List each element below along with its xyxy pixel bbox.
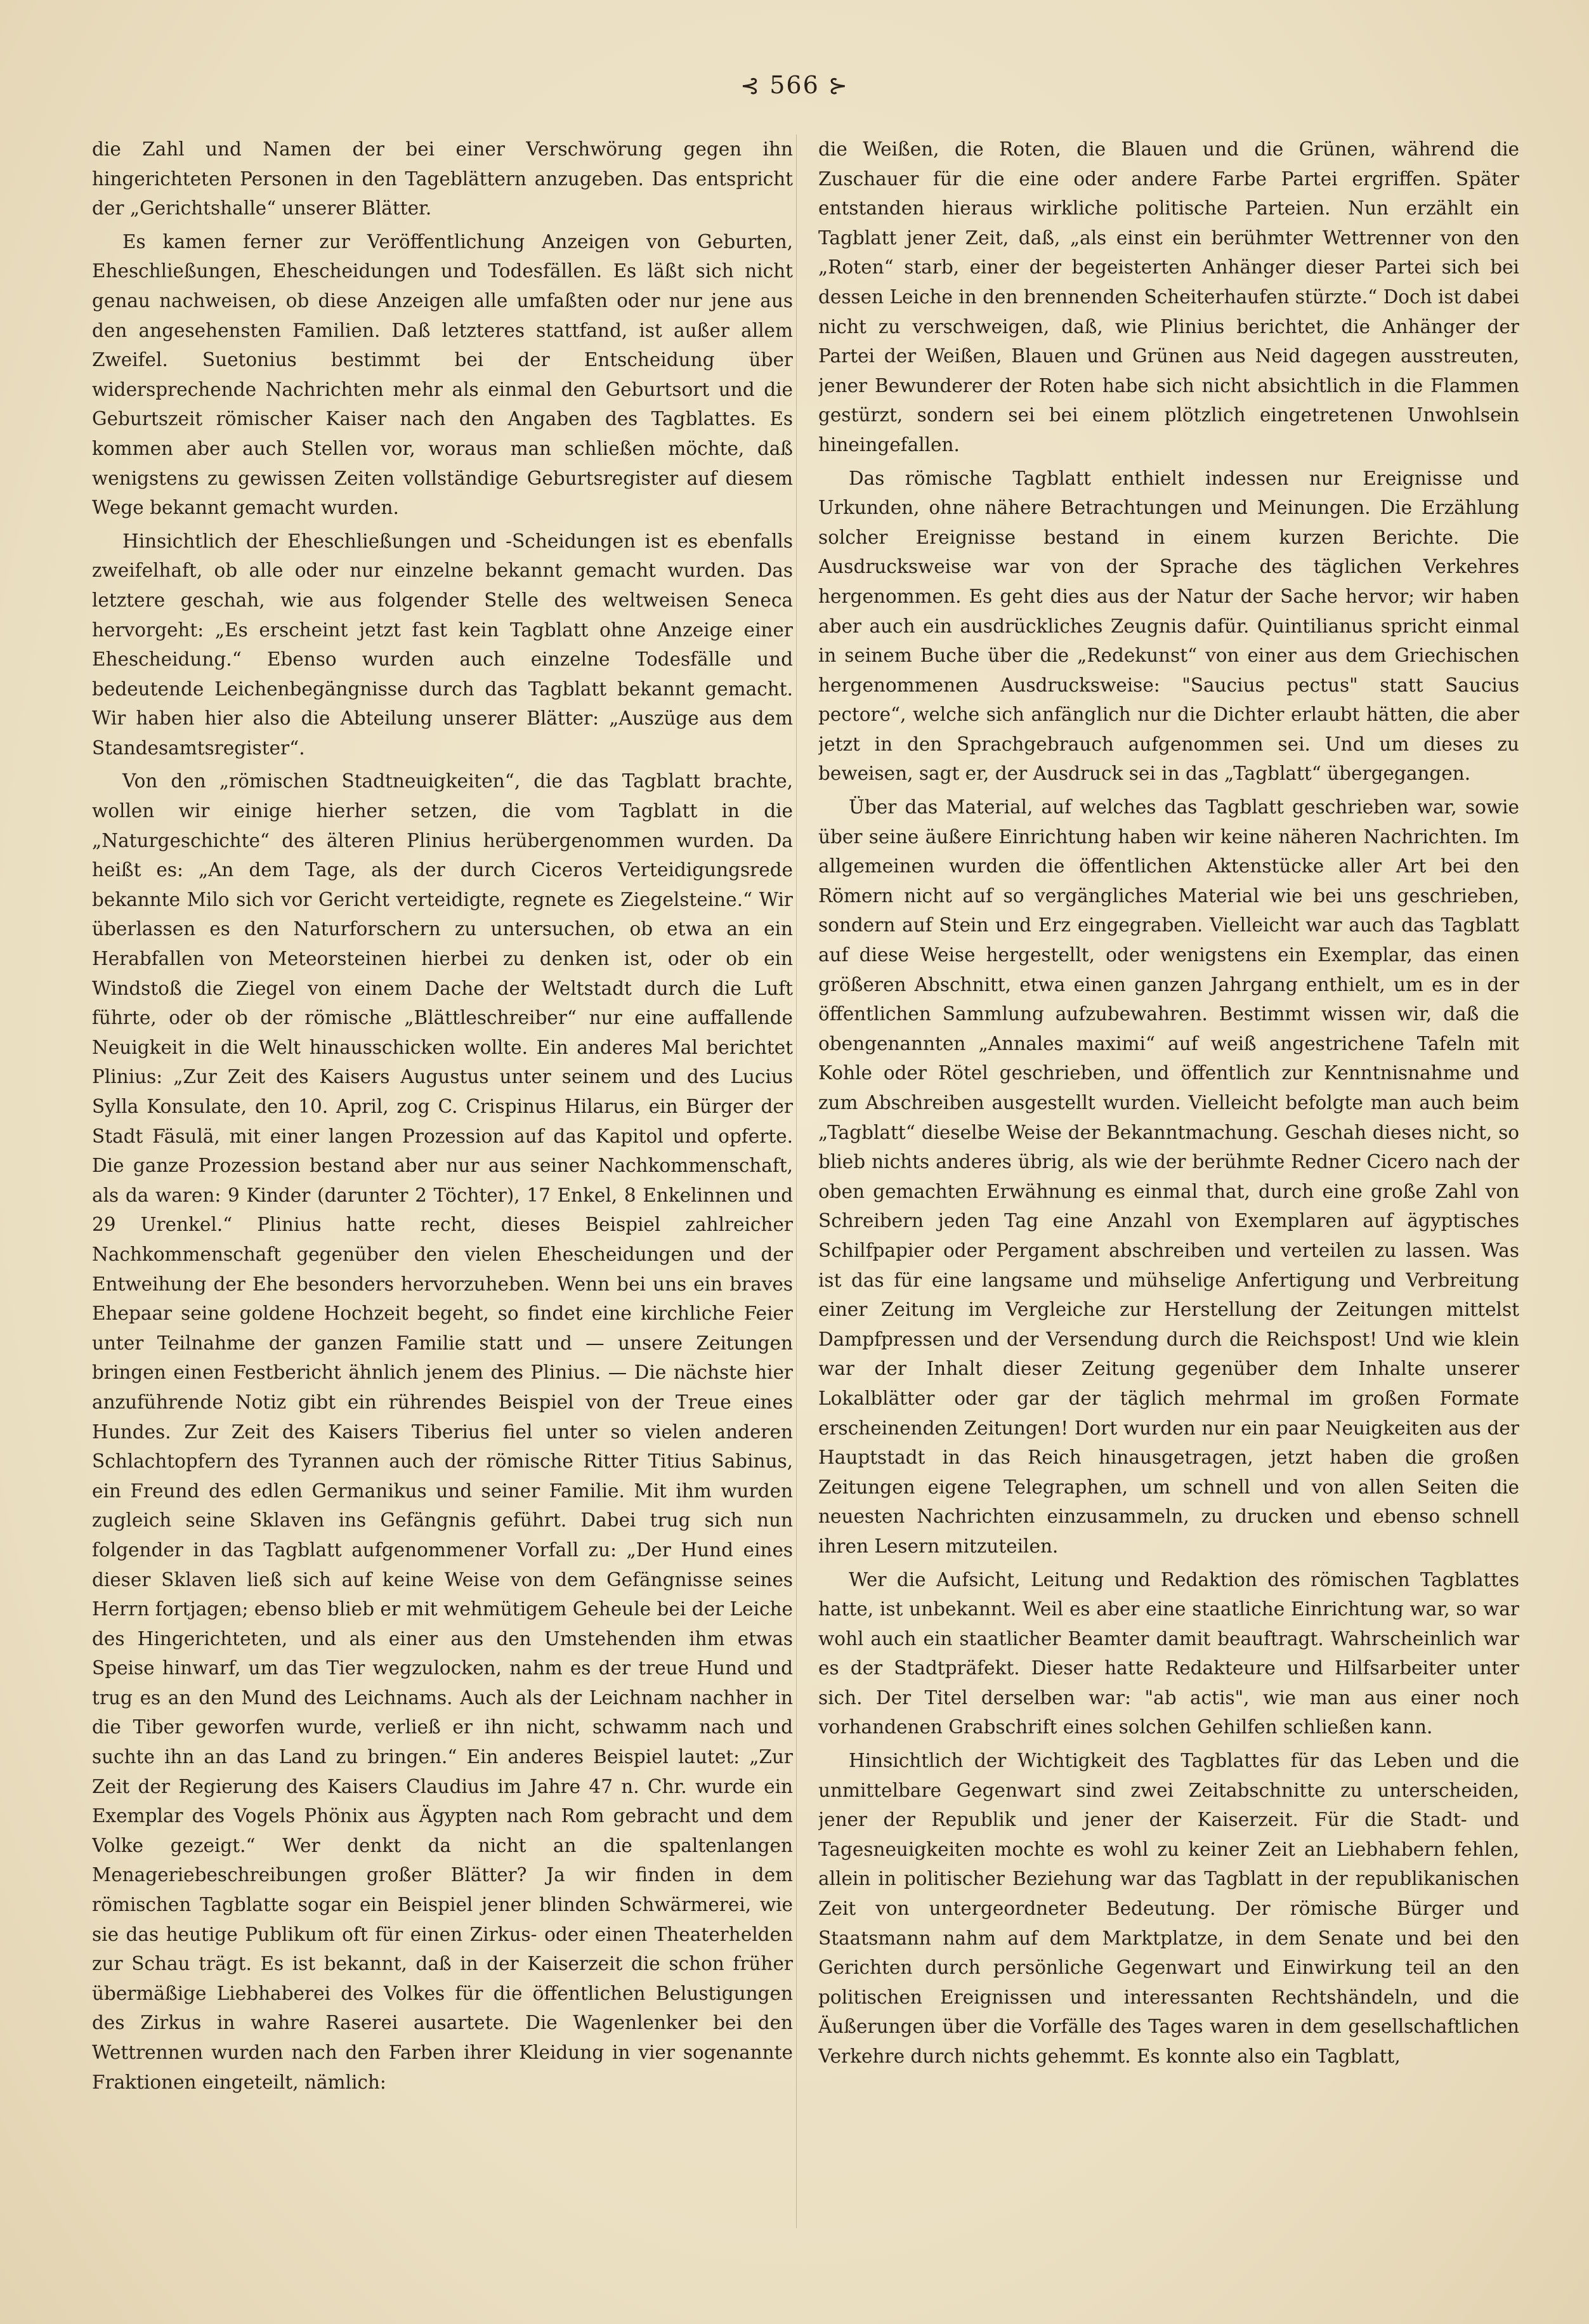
paragraph: Es kamen ferner zur Veröffentlichung Anzeigen von Geburten, Eheschließungen, Ehescheidungen und Todesfällen. Es läßt sich nicht genau nachweisen, ob diese Anzeigen alle umfaßten oder nur jene aus den angesehensten Familien. Daß letzteres stattfand, ist außer allem Zweifel. Suetonius bestimmt bei der Entscheidung über widersprechende Nachrichten mehr als einmal den Geburtsort und die Geburtszeit römischer Kaiser nach den Angaben des Tagblattes. Es kommen aber auch Stellen vor, woraus man schließen möchte, daß wenigstens zu gewissen Zeiten vollständige Geburtsregister auf diesem Wege bekannt gemacht wurden. (92, 230, 793, 519)
ornament-left-icon: ⊰ (740, 73, 761, 99)
paragraph: die Zahl und Namen der bei einer Verschwörung gegen ihn hingerichteten Personen in den Tageblättern anzugeben. Das entspricht der „Gerichtshalle“ unserer Blätter. (92, 138, 793, 220)
paragraph: Von den „römischen Stadtneuigkeiten“, die das Tagblatt brachte, wollen wir einige hierher setzen, die vom Tagblatt in die „Naturgeschichte“ des älteren Plinius herübergenommen wurden. Da heißt es: „An dem Tage, als der durch Ciceros Verteidigungsrede bekannte Milo sich vor Gericht verteidigte, regnete es Ziegelsteine.“ Wir überlassen es den Naturforschern zu untersuchen, ob etwa an ein Herabfallen von Meteorsteinen hierbei zu denken ist, oder ob ein Windstoß die Ziegel von einem Dache der Weltstadt durch die Luft führte, oder ob der römische „Blättleschreiber“ nur eine auffallende Neuigkeit in die Welt hinausschicken wollte. Ein anderes Mal berichtet Plinius: „Zur Zeit des Kaisers Augustus unter seinem und des Lucius Sylla Konsulate, den 10. April, zog C. Crispinus Hilarus, ein Bürger der Stadt Fäsulä, mit einer langen Prozession auf das Kapitol und opferte. Die ganze Prozession bestand aber nur aus seiner Nachkommenschaft, als da waren: 9 Kinder (darunter 2 Töchter), 17 Enkel, 8 Enkelinnen und 29 Urenkel.“ Plinius hatte recht, dieses Beispiel zahlreicher Nachkommenschaft gegenüber den vielen Ehescheidungen und der Entweihung der Ehe besonders hervorzuheben. Wenn bei uns ein braves Ehepaar seine goldene Hochzeit begeht, so findet eine kirchliche Feier unter Teilnahme der ganzen Familie statt und — unsere Zeitungen bringen einen Festbericht ähnlich jenem des Plinius. — Die nächste hier anzuführende Notiz gibt ein rührendes Beispiel von der Treue eines Hundes. Zur Zeit des Kaisers Tiberius fiel unter so vielen anderen Schlachtopfern des Tyrannen auch der römische Ritter Titius Sabinus, ein Freund des edlen Germanikus und seiner Familie. Mit ihm wurden zugleich seine Sklaven ins Gefängnis geführt. Dabei trug sich nun folgender in das Tagblatt aufgenommener Vorfall zu: „Der Hund eines dieser Sklaven ließ sich auf keine Weise von dem Gefängnisse seines Herrn fortjagen; ebenso blieb er mit wehmütigem Geheule bei der Leiche des Hingerichteten, und als einer aus den Umstehenden ihm etwas Speise hinwarf, um das Tier wegzulocken, nahm es der treue Hund und trug es an den Mund des Leichnams. Auch als der Leichnam nachher in die Tiber geworfen wurde, verließ er ihn nicht, schwamm nach und suchte ihn an das Land zu bringen.“ Ein anderes Beispiel lautet: „Zur Zeit der Regierung des Kaisers Claudius im Jahre 47 n. Chr. wurde ein Exemplar des Vogels Phönix aus Ägypten nach Rom gebracht und dem Volke gezeigt.“ Wer denkt da nicht an die spaltenlangen Menageriebeschreibungen großer Blätter? Ja wir finden in dem römischen Tagblatte sogar ein Beispiel jener blinden Schwärmerei, wie sie das heutige Publikum oft für einen Zirkus- oder einen Theaterhelden zur Schau trägt. Es ist bekannt, daß in der Kaiserzeit die schon früher übermäßige Liebhaberei des Volkes für die öffentlichen Belustigungen des Zirkus in wahre Raserei ausartete. Die Wagenlenker bei den Wettrennen wurden nach den Farben ihrer Kleidung in vier sogenannte Fraktionen eingeteilt, nämlich: (92, 770, 793, 2093)
paragraph: Über das Material, auf welches das Tagblatt geschrieben war, sowie über seine äußere Einrichtung haben wir keine näheren Nachrichten. Im allgemeinen wurden die öffentlichen Aktenstücke aller Art bei den Römern nicht auf so vergängliches Material wie bei uns geschrieben, sondern auf Stein und Erz eingegraben. Vielleicht war auch das Tagblatt auf diese Weise hergestellt, oder wenigstens ein Exemplar, das einen größeren Abschnitt, etwa einen ganzen Jahrgang enthielt, um es in der öffentlichen Sammlung aufzubewahren. Bestimmt wissen wir, daß die obengenannten „Annales maximi“ auf weiß angestrichene Tafeln mit Kohle oder Rötel geschrieben, und öffentlich zur Kenntnisnahme und zum Abschreiben ausgestellt wurden. Vielleicht befolgte man auch beim „Tagblatt“ dieselbe Weise der Bekanntmachung. Geschah dieses nicht, so blieb nichts anderes übrig, als wie der berühmte Redner Cicero nach der oben gemachten Erwähnung es einmal that, durch eine große Zahl von Schreibern jeden Tag eine Anzahl von Exemplaren auf ägyptisches Schilfpapier oder Pergament abschreiben und verteilen zu lassen. Was ist das für eine langsame und mühselige Anfertigung und Verbreitung einer Zeitung im Vergleiche zur Herstellung der Zeitungen mittelst Dampfpressen und der Versendung durch die Reichspost! Und wie klein war der Inhalt dieser Zeitung gegenüber dem Inhalte unserer Lokalblätter oder gar der täglich mehrmal im großen Formate erscheinenden Zeitungen! Dort wurden nur ein paar Neuigkeiten aus der Hauptstadt in das Reich hinausgetragen, jetzt haben die großen Zeitungen eigene Telegraphen, um schnell und von allen Seiten die neuesten Nachrichten einzusammeln, zu drucken und ebenso schnell ihren Lesern mitzuteilen. (818, 796, 1519, 1557)
left-column (92, 135, 793, 2228)
column-divider (796, 135, 797, 2228)
ornament-right-icon: ⊱ (828, 73, 849, 99)
paragraph: die Weißen, die Roten, die Blauen und die Grünen, während die Zuschauer für die eine oder andere Farbe Partei ergriffen. Später entstanden hieraus wirkliche politische Parteien. Nun erzählt ein Tagblatt jener Zeit, daß, „als einst ein berühmter Wettrenner von den „Roten“ starb, einer der begeisterten Anhänger dieser Partei sich bei dessen Leiche in den brennenden Scheiterhaufen stürzte.“ Doch ist dabei nicht zu verschweigen, daß, wie Plinius berichtet, die Anhänger der Partei der Weißen, Blauen und Grünen aus Neid dagegen ausstreuten, jener Bewunderer der Roten habe sich nicht absichtlich in die Flammen gestürzt, sondern sei bei einem plötzlich eingetretenen Unwohlsein hineingefallen. (818, 138, 1519, 456)
paragraph: Wer die Aufsicht, Leitung und Redaktion des römischen Tagblattes hatte, ist unbekannt. Weil es aber eine staatliche Einrichtung war, so war wohl auch ein staatlicher Beamter damit beauftragt. Wahrscheinlich war es der Stadtpräfekt. Dieser hatte Redakteure und Hilfsarbeiter unter sich. Der Titel derselben war: "ab actis", wie man aus einer noch vorhandenen Grabschrift eines solchen Gehilfen schließen kann. (818, 1568, 1519, 1738)
paragraph: Das römische Tagblatt enthielt indessen nur Ereignisse und Urkunden, ohne nähere Betrachtungen und Meinungen. Die Erzählung solcher Ereignisse bestand in einem kurzen Berichte. Die Ausdrucksweise war von der Sprache des täglichen Verkehres hergenommen. Es geht dies aus der Natur der Sache hervor; wir haben aber auch ein ausdrückliches Zeugnis dafür. Quintilianus spricht einmal in seinem Buche über die „Redekunst“ von einer aus dem Griechischen hergenommenen Ausdrucksweise: "Saucius pectus" statt Saucius pectore“, welche sich anfänglich nur die Dichter erlaubt hätten, die aber jetzt in den Sprachgebrauch aufgenommen sei. Und um dieses zu beweisen, sagt er, der Ausdruck sei in das „Tagblatt“ übergegangen. (818, 467, 1519, 785)
right-column (818, 135, 1519, 2228)
page-header (0, 71, 1589, 99)
page-number: 566 (769, 71, 820, 99)
paragraph: Hinsichtlich der Eheschließungen und -Scheidungen ist es ebenfalls zweifelhaft, ob alle oder nur einzelne bekannt gemacht wurden. Das letztere geschah, wie aus folgender Stelle des weltweisen Seneca hervorgeht: „Es erscheint jetzt fast kein Tagblatt ohne Anzeige einer Ehescheidung.“ Ebenso wurden auch einzelne Todesfälle und bedeutende Leichenbegängnisse durch das Tagblatt bekannt gemacht. Wir haben hier also die Abteilung unserer Blätter: „Auszüge aus dem Standesamtsregister“. (92, 530, 793, 759)
paragraph: Hinsichtlich der Wichtigkeit des Tagblattes für das Leben und die unmittelbare Gegenwart sind zwei Zeitabschnitte zu unterscheiden, jener der Republik und jener der Kaiserzeit. Für die Stadt- und Tagesneuigkeiten mochte es wohl zu keiner Zeit an Liebhabern fehlen, allein in politischer Beziehung war das Tagblatt in der republikanischen Zeit von untergeordneter Bedeutung. Der römische Bürger und Staatsmann nahm auf dem Marktplatze, in dem Senate und bei den Gerichten durch persönliche Gegenwart und Einwirkung teil an den politischen Ereignissen und interessanten Rechtshändeln, und die Äußerungen über die Vorfälle des Tages waren in dem gesellschaftlichen Verkehre durch nichts gehemmt. Es konnte also ein Tagblatt, (818, 1750, 1519, 2067)
